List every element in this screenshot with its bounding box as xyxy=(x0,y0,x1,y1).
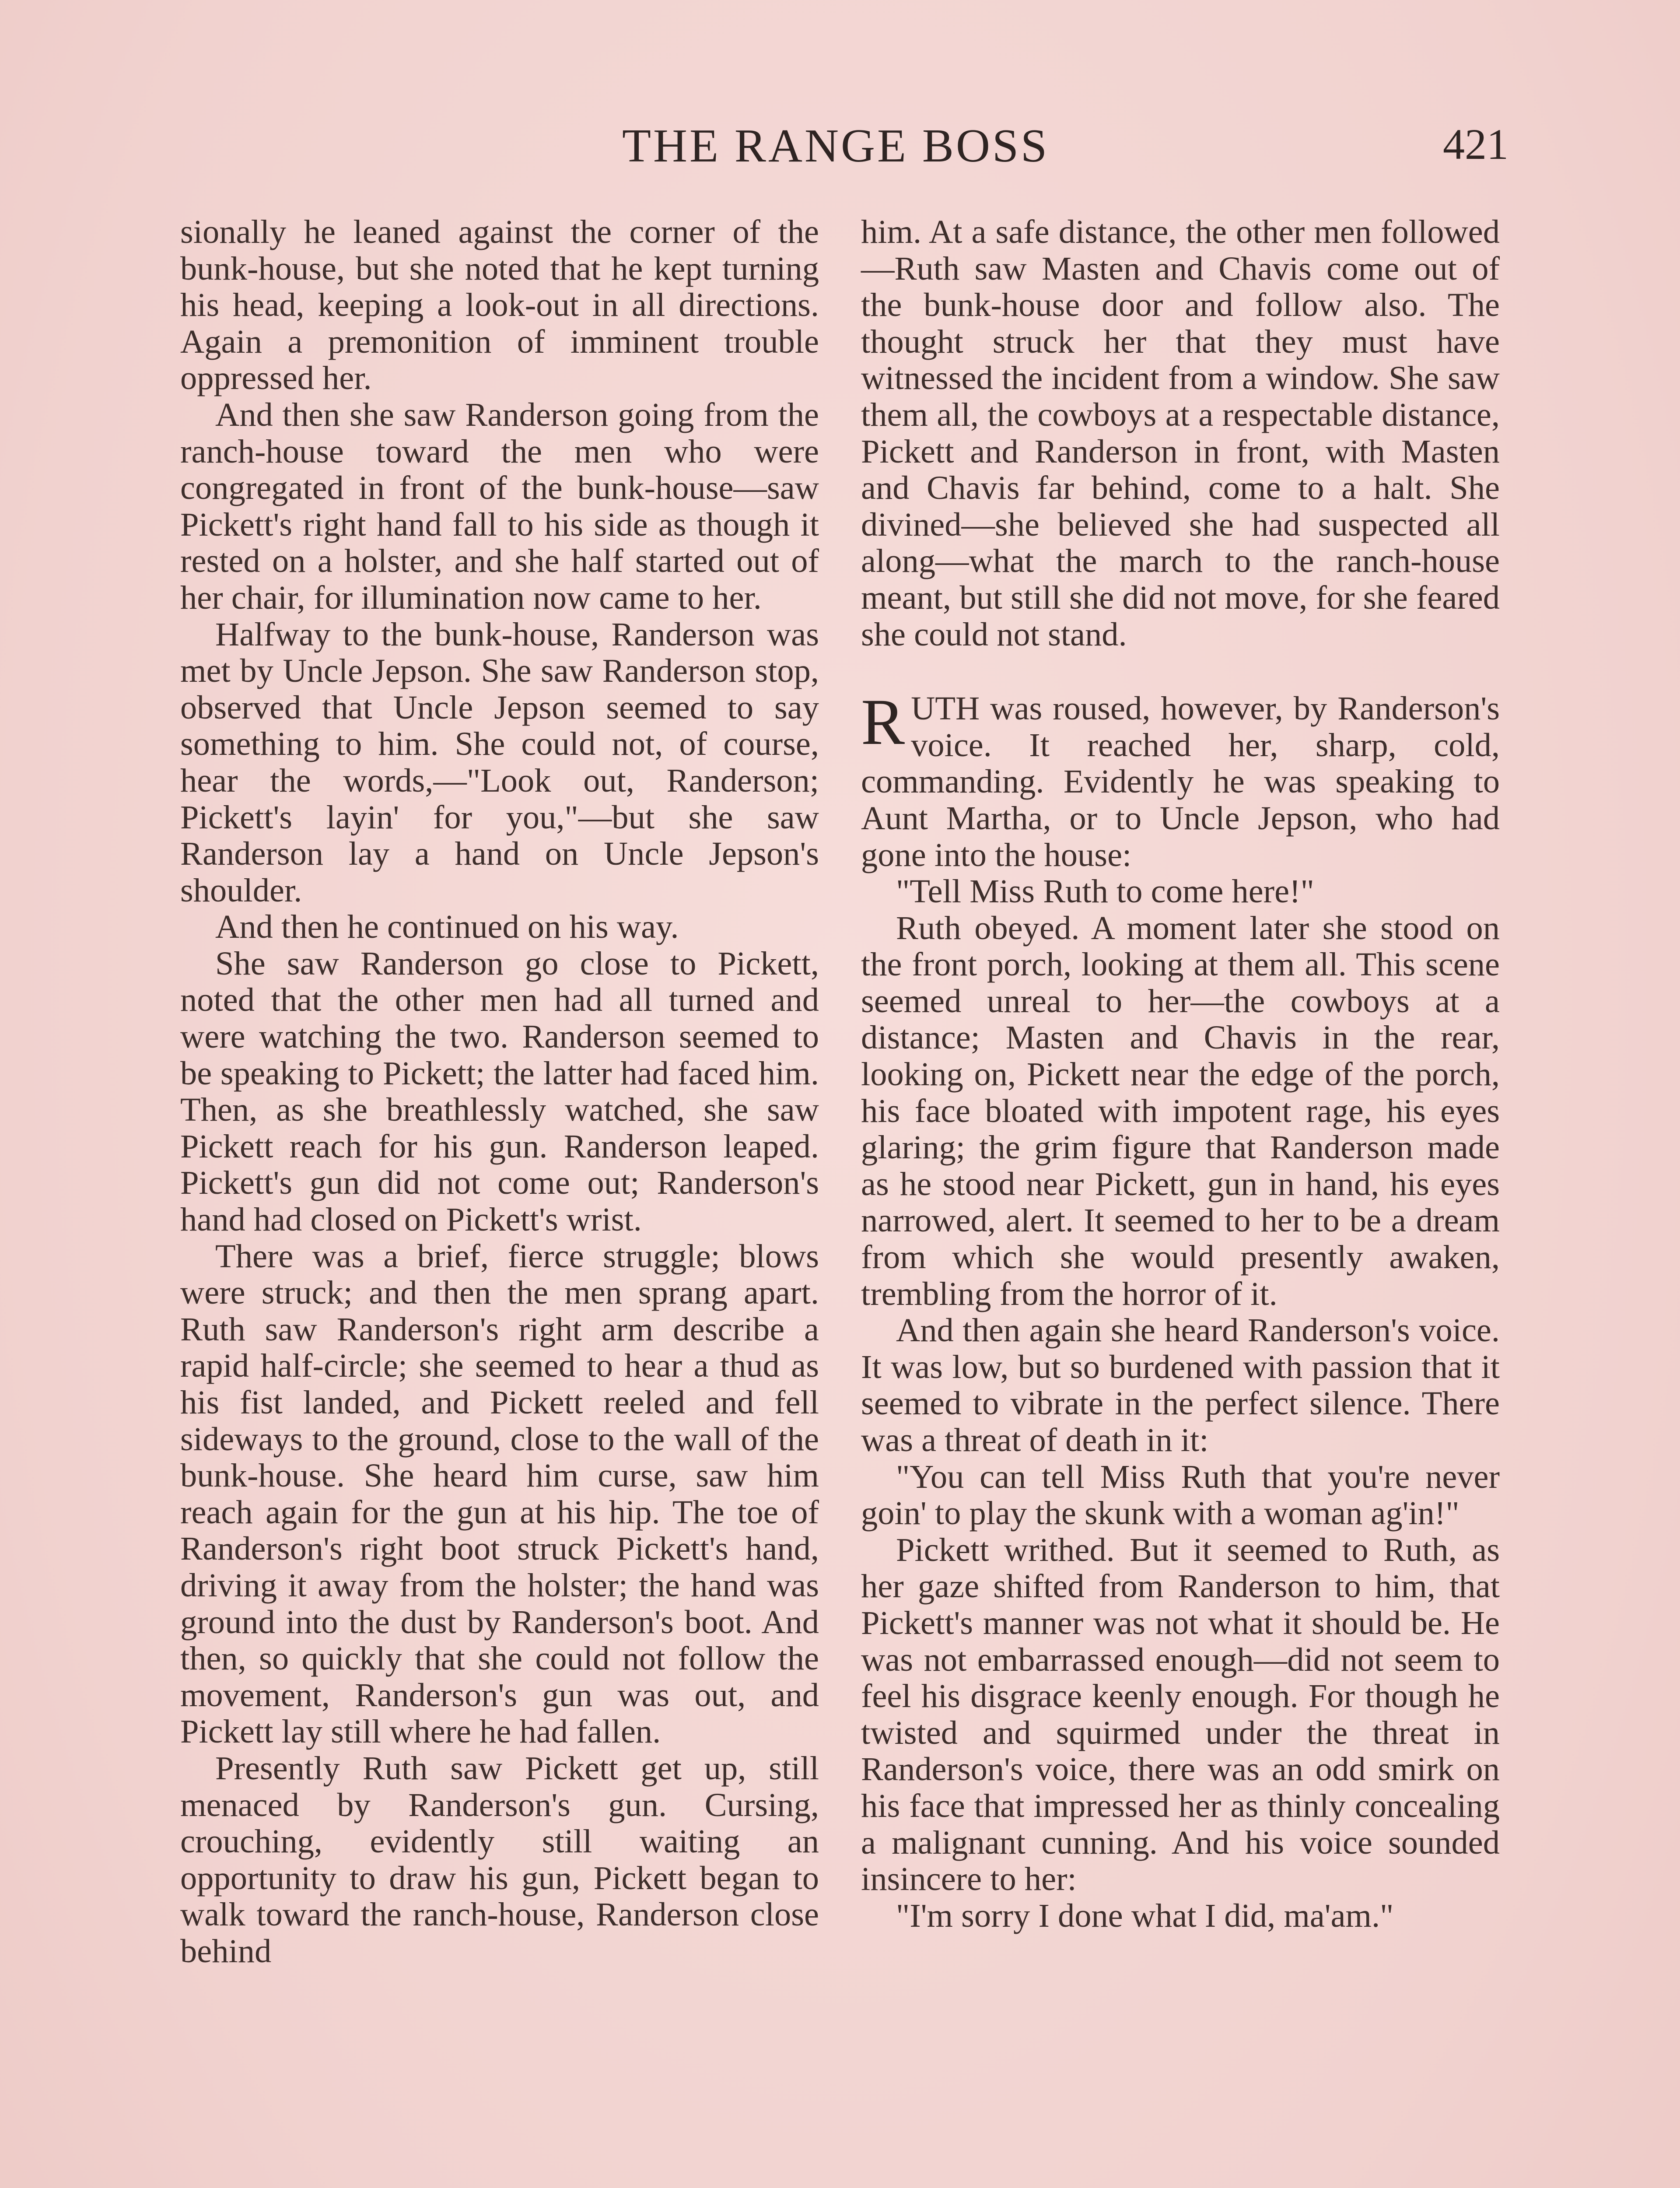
right-column xyxy=(861,214,1500,1934)
paragraph: "Tell Miss Ruth to come here!" xyxy=(896,873,1314,910)
paragraph: Pickett writhed. But it seemed to Ruth, as her gaze shifted from Randerson to him, that Pickett's manner was not what it should be. He was not embarrassed enough—did not seem to feel his disgrace keenly enough. For though he twisted and squirmed under the threat in Randerson's voice, there was an odd smirk on his face that impressed her as thinly concealing a malignant cunning. And his voice sounded insincere to her: xyxy=(861,1531,1500,1898)
section-break xyxy=(861,652,1500,690)
page-number: 421 xyxy=(1443,120,1508,168)
paragraph: And then again she heard Randerson's voice. It was low, but so burdened with passion that it seemed to vibrate in the perfect silence. There was a threat of death in it: xyxy=(861,1311,1500,1459)
drop-cap: R xyxy=(861,686,905,759)
paragraph: She saw Randerson go close to Pickett, noted that the other men had all turned and were watching the two. Randerson seemed to be speaking to Pickett; the latter had faced him. Then, as she breathlessly watched, she saw Pickett reach for his gun. Randerson leaped. Pickett's gun did not come out; Randerson's hand had closed on Pickett's wrist. xyxy=(180,944,819,1238)
paragraph: him. At a safe distance, the other men followed—Ruth saw Masten and Chavis come out of the bunk-house door and follow also. The thought struck her that they must have witnessed the incident from a window. She saw them all, the cowboys at a respectable distance, Pickett and Randerson in front, with Masten and Chavis far behind, come to a halt. She divined—she believed she had suspected all along—what the march to the ranch-house meant, but still she did not move, for she feared she could not stand. xyxy=(861,213,1500,653)
paragraph: And then he continued on his way. xyxy=(215,908,679,946)
paragraph: And then she saw Randerson going from the ranch-house toward the men who were congregated in front of the bunk-house—saw Pickett's right hand fall to his side as though it rested on a holster, and she half started out of her chair, for illumination now came to her. xyxy=(180,396,819,616)
running-head-title: THE RANGE BOSS xyxy=(622,120,1050,172)
paragraph: Ruth obeyed. A moment later she stood on the front porch, looking at them all. This scene seemed unreal to her—the cowboys at a distance; Masten and Chavis in the rear, looking on, Pickett near the edge of the porch, his face bloated with impotent rage, his eyes glaring; the grim figure that Randerson made as he stood near Pickett, gun in hand, his eyes narrowed, alert. It seemed to her to be a dream from which she would presently awaken, trembling from the horror of it. xyxy=(861,909,1500,1312)
paragraph: "You can tell Miss Ruth that you're never goin' to play the skunk with a woman ag'in!" xyxy=(861,1458,1500,1532)
left-column xyxy=(180,214,819,1970)
paragraph: Halfway to the bunk-house, Randerson was met by Uncle Jepson. She saw Randerson stop, observed that Uncle Jepson seemed to say something to him. She could not, of course, hear the words,—"Look out, Randerson; Pickett's layin' for you,"—but she saw Randerson lay a hand on Uncle Jepson's shoulder. xyxy=(180,615,819,909)
paragraph: sionally he leaned against the corner of the bunk-house, but she noted that he kept turning his head, keeping a look-out in all directions. Again a premonition of imminent trouble oppressed her. xyxy=(180,213,819,397)
paragraph-text: UTH was roused, however, by Randerson's voice. It reached her, sharp, cold, commanding. Evidently he was speaking to Aunt Martha, or to Uncle Jepson, who had gone into the house: xyxy=(861,690,1500,873)
paragraph: "I'm sorry I done what I did, ma'am." xyxy=(896,1897,1394,1934)
paragraph: There was a brief, fierce struggle; blows were struck; and then the men sprang apart. Ruth saw Randerson's right arm describe a rapid half-circle; she seemed to hear a thud as his fist landed, and Pickett reeled and fell sideways to the ground, close to the wall of the bunk-house. She heard him curse, saw him reach again for the gun at his hip. The toe of Randerson's right boot struck Pickett's hand, driving it away from the holster; the hand was ground into the dust by Randerson's boot. And then, so quickly that she could not follow the movement, Randerson's gun was out, and Pickett lay still where he had fallen. xyxy=(180,1237,819,1750)
section-opening-paragraph xyxy=(861,686,1500,873)
paragraph: Presently Ruth saw Pickett get up, still menaced by Randerson's gun. Cursing, crouching, evidently still waiting an opportunity to draw his gun, Pickett began to walk toward the ranch-house, Randerson close behind xyxy=(180,1749,819,1970)
